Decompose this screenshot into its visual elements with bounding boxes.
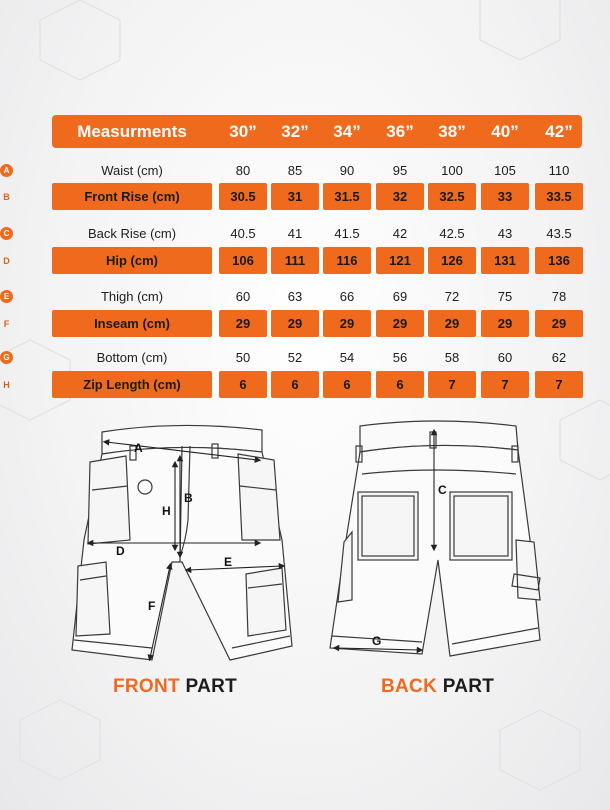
- front-label-e: E: [224, 555, 233, 569]
- value-cell: 95: [392, 162, 408, 178]
- value-cell: 54: [339, 349, 355, 365]
- value-cell: 29: [497, 316, 513, 331]
- row-letter-marker: H: [3, 379, 10, 390]
- value-cell: 111: [284, 253, 306, 268]
- header-size-2: 34”: [333, 121, 361, 141]
- back-part-caption: [381, 676, 494, 698]
- value-cell: 80: [235, 162, 251, 178]
- value-cell: 33.5: [546, 189, 572, 204]
- value-cell: 32.5: [439, 189, 465, 204]
- value-cell: 131: [494, 253, 516, 268]
- value-cell: 78: [551, 288, 567, 304]
- value-cell: 6: [396, 377, 404, 392]
- value-cell: 7: [555, 377, 563, 392]
- value-cell: 41: [287, 225, 303, 241]
- back-label-g: G: [372, 634, 382, 648]
- row-label: Thigh (cm): [100, 288, 164, 304]
- front-label-a: A: [134, 441, 143, 455]
- value-cell: 42: [392, 225, 408, 241]
- row-letter-marker: D: [3, 255, 10, 266]
- value-cell: 32: [392, 189, 408, 204]
- row-label: Waist (cm): [101, 162, 163, 178]
- value-cell: 106: [232, 253, 254, 268]
- row-label: Front Rise (cm): [84, 189, 180, 204]
- front-label-d: D: [116, 544, 125, 558]
- value-cell: 100: [441, 162, 463, 178]
- back-shorts-drawing: [330, 421, 540, 656]
- value-cell: 29: [551, 316, 567, 331]
- value-cell: 121: [389, 253, 411, 268]
- row-letter-marker: E: [0, 290, 13, 303]
- value-cell: 66: [339, 288, 355, 304]
- front-caption-rest: PART: [185, 676, 238, 697]
- value-cell: 136: [548, 253, 570, 268]
- value-cell: 7: [501, 377, 509, 392]
- value-cell: 50: [235, 349, 251, 365]
- value-cell: 43.5: [546, 225, 572, 241]
- header-size-6: 42”: [545, 121, 573, 141]
- row-letter-marker: G: [0, 351, 13, 364]
- value-cell: 56: [392, 349, 408, 365]
- value-cell: 41.5: [334, 225, 360, 241]
- value-cell: 6: [343, 377, 351, 392]
- value-cell: 105: [494, 162, 516, 178]
- value-cell: 63: [287, 288, 303, 304]
- front-label-b: B: [184, 491, 193, 505]
- value-cell: 29: [392, 316, 408, 331]
- back-caption-rest: PART: [442, 676, 495, 697]
- front-part-caption: [113, 676, 237, 698]
- back-caption-accent: BACK: [381, 676, 438, 697]
- value-cell: 30.5: [230, 189, 256, 204]
- value-cell: 40.5: [230, 225, 256, 241]
- header-size-5: 40”: [491, 121, 519, 141]
- value-cell: 75: [497, 288, 513, 304]
- value-cell: 126: [441, 253, 463, 268]
- front-label-f: F: [148, 599, 156, 613]
- row-letter-marker: B: [3, 191, 10, 202]
- value-cell: 58: [444, 349, 460, 365]
- value-cell: 72: [444, 288, 460, 304]
- row-label: Zip Length (cm): [83, 377, 181, 392]
- value-cell: 31.5: [334, 189, 360, 204]
- header-measurements-label: Measurments: [77, 121, 187, 141]
- value-cell: 60: [497, 349, 513, 365]
- value-cell: 60: [235, 288, 251, 304]
- back-label-c: C: [438, 483, 447, 497]
- value-cell: 29: [235, 316, 251, 331]
- row-label: Back Rise (cm): [87, 225, 177, 241]
- front-caption-accent: FRONT: [113, 676, 180, 697]
- value-cell: 31: [287, 189, 303, 204]
- value-cell: 110: [548, 162, 570, 178]
- value-cell: 6: [239, 377, 247, 392]
- row-letter-marker: C: [0, 227, 13, 240]
- header-size-3: 36”: [386, 121, 414, 141]
- value-cell: 6: [291, 377, 299, 392]
- value-cell: 29: [287, 316, 303, 331]
- value-cell: 62: [551, 349, 567, 365]
- value-cell: 29: [444, 316, 460, 331]
- row-label: Hip (cm): [106, 253, 158, 268]
- value-cell: 29: [339, 316, 355, 331]
- value-cell: 69: [392, 288, 408, 304]
- value-cell: 52: [287, 349, 303, 365]
- value-cell: 43: [497, 225, 513, 241]
- header-size-4: 38”: [438, 121, 466, 141]
- row-letter-marker: A: [0, 164, 13, 177]
- header-size-1: 32”: [281, 121, 309, 141]
- value-cell: 7: [448, 377, 456, 392]
- front-label-h: H: [162, 504, 171, 518]
- row-label: Inseam (cm): [94, 316, 170, 331]
- value-cell: 33: [497, 189, 513, 204]
- value-cell: 90: [339, 162, 355, 178]
- row-letter-marker: F: [3, 318, 10, 329]
- value-cell: 42.5: [439, 225, 465, 241]
- value-cell: 85: [287, 162, 303, 178]
- value-cell: 116: [336, 253, 358, 268]
- row-label: Bottom (cm): [96, 349, 168, 365]
- header-size-0: 30”: [229, 121, 257, 141]
